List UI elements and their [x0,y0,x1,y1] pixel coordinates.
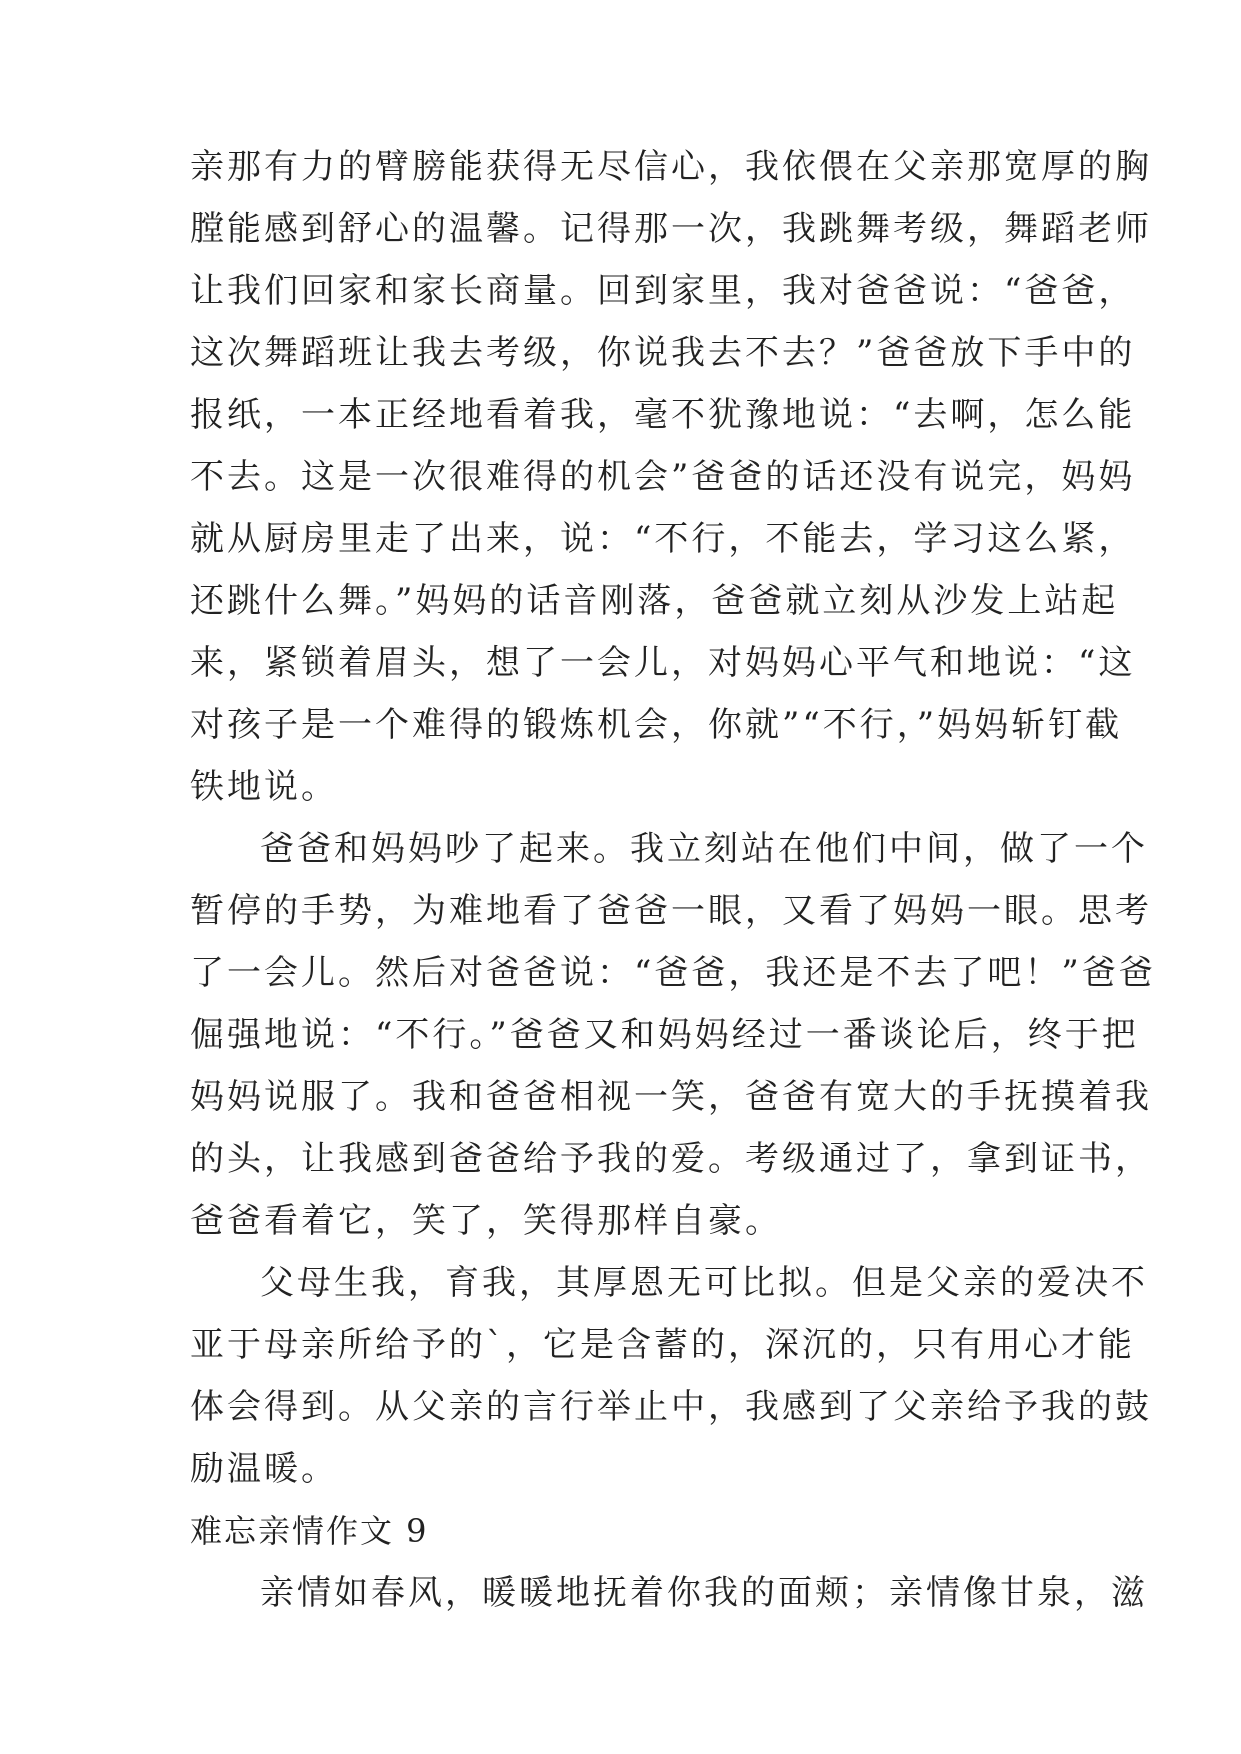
paragraph-line: 还跳什么舞。”妈妈的话音刚落，爸爸就立刻从沙发上站起 [190,581,1119,621]
paragraph-line: 膛能感到舒心的温馨。记得那一次，我跳舞考级，舞蹈老师 [190,209,1152,249]
paragraph-line: 爸爸看着它，笑了，笑得那样自豪。 [190,1201,782,1241]
paragraph-line: 亚于母亲所给予的`，它是含蓄的，深沉的，只有用心才能 [190,1325,1135,1365]
paragraph-line: 对孩子是一个难得的锻炼机会，你就”“不行，”妈妈斩钉截 [190,705,1123,745]
document-body [190,136,1156,1624]
paragraph-2 [190,818,1156,1252]
paragraph-line: 的头，让我感到爸爸给予我的爱。考级通过了，拿到证书， [190,1139,1152,1179]
paragraph-3 [190,1252,1152,1500]
paragraph-line: 暂停的手势，为难地看了爸爸一眼，又看了妈妈一眼。思考 [190,891,1152,931]
section-heading: 难忘亲情作文 9 [190,1512,429,1550]
paragraph-4 [190,1562,1148,1624]
paragraph-line: 让我们回家和家长商量。回到家里，我对爸爸说：“爸爸， [190,271,1136,311]
paragraph-line: 来，紧锁着眉头，想了一会儿，对妈妈心平气和地说：“这 [190,643,1136,683]
paragraph-line: 这次舞蹈班让我去考级，你说我去不去？”爸爸放下手中的 [190,333,1136,373]
paragraph-line: 亲情如春风，暖暖地抚着你我的面颊；亲情像甘泉，滋 [260,1573,1148,1613]
paragraph-line: 了一会儿。然后对爸爸说：“爸爸，我还是不去了吧！”爸爸 [190,953,1156,993]
paragraph-line: 父母生我，育我，其厚恩无可比拟。但是父亲的爱决不 [260,1263,1148,1303]
paragraph-line: 妈妈说服了。我和爸爸相视一笑，爸爸有宽大的手抚摸着我 [190,1077,1152,1117]
paragraph-1 [190,136,1152,818]
paragraph-line: 不去。这是一次很难得的机会”爸爸的话还没有说完，妈妈 [190,457,1136,497]
paragraph-line: 爸爸和妈妈吵了起来。我立刻站在他们中间，做了一个 [260,829,1148,869]
paragraph-line: 励温暖。 [190,1449,338,1489]
paragraph-line: 报纸，一本正经地看着我，毫不犹豫地说：“去啊，怎么能 [190,395,1136,435]
paragraph-line: 就从厨房里走了出来，说：“不行，不能去，学习这么紧， [190,519,1136,559]
paragraph-line: 体会得到。从父亲的言行举止中，我感到了父亲给予我的鼓 [190,1387,1152,1427]
paragraph-line: 倔强地说：“不行。”爸爸又和妈妈经过一番谈论后，终于把 [190,1015,1139,1055]
paragraph-line: 铁地说。 [190,767,338,807]
paragraph-line: 亲那有力的臂膀能获得无尽信心，我依偎在父亲那宽厚的胸 [190,147,1152,187]
